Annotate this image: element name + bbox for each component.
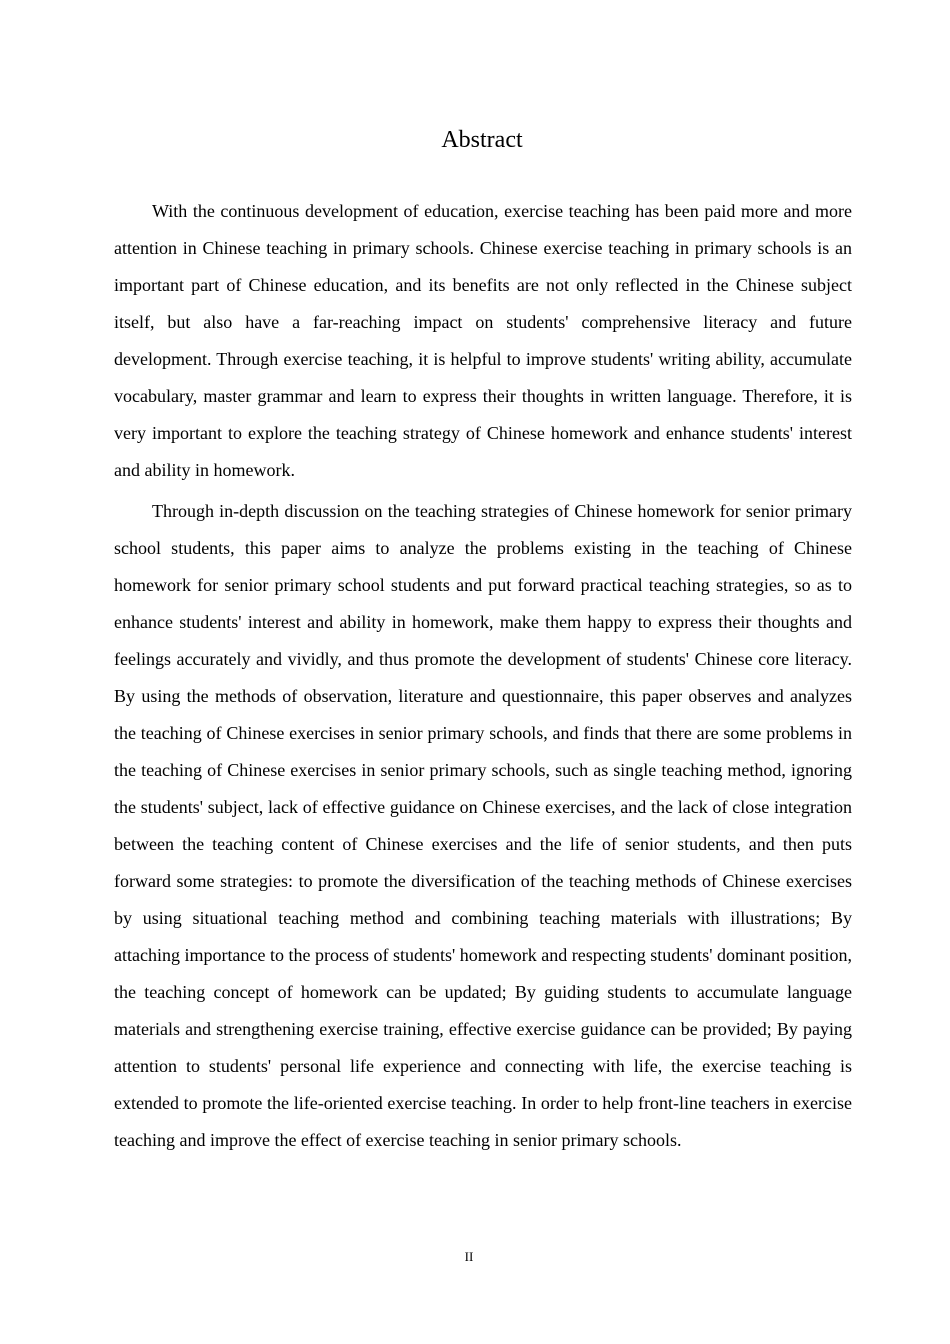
abstract-body	[114, 193, 852, 1159]
abstract-title: Abstract	[441, 127, 523, 153]
page-number: II	[464, 1249, 474, 1264]
abstract-paragraph-2: Through in-depth discussion on the teaching strategies of Chinese homework for senior primary school students, this paper aims to analyze the problems existing in the teaching of Chinese homework for senior primary school students and put forward practical teaching strategies, so as to enhance students' interest and ability in homework, make them happy to express their thoughts and feelings accurately and vividly, and thus promote the development of students' Chinese core literacy. By using the methods of observation, literature and questionnaire, this paper observes and analyzes the teaching of Chinese exercises in senior primary schools, and finds that there are some problems in the teaching of Chinese exercises in senior primary schools, such as single teaching method, ignoring the students' subject, lack of effective guidance on Chinese exercises, and the lack of close integration between the teaching content of Chinese exercises and the life of senior students, and then puts forward some strategies: to promote the diversification of the teaching methods of Chinese exercises by using situational teaching method and combining teaching materials with illustrations; By attaching importance to the process of students' homework and respecting students' dominant position, the teaching concept of homework can be updated; By guiding students to accumulate language materials and strengthening exercise training, effective exercise guidance can be provided; By paying attention to students' personal life experience and connecting with life, the exercise teaching is extended to promote the life-oriented exercise teaching. In order to help front-line teachers in exercise teaching and improve the effect of exercise teaching in senior primary schools.	[114, 501, 852, 1150]
abstract-paragraph-1: With the continuous development of education, exercise teaching has been paid more and more attention in Chinese teaching in primary schools. Chinese exercise teaching in primary schools is an important part of Chinese education, and its benefits are not only reflected in the Chinese subject itself, but also have a far-reaching impact on students' comprehensive literacy and future development. Through exercise teaching, it is helpful to improve students' writing ability, accumulate vocabulary, master grammar and learn to express their thoughts in written language. Therefore, it is very important to explore the teaching strategy of Chinese homework and enhance students' interest and ability in homework.	[114, 201, 852, 480]
